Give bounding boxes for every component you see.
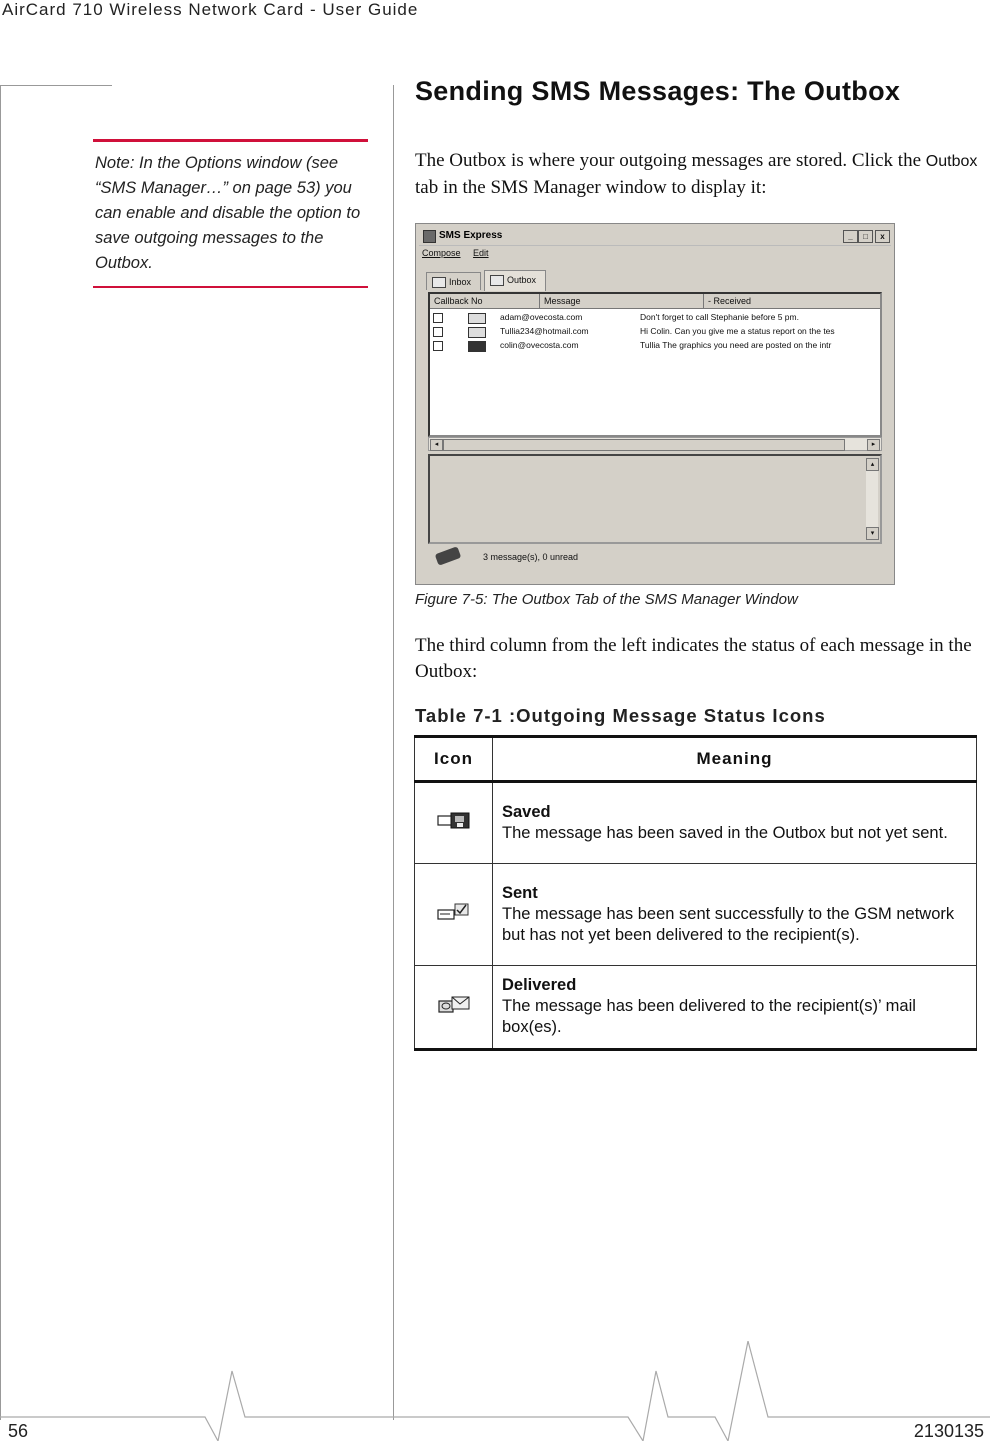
saved-status-icon xyxy=(468,341,486,352)
status-text: 3 message(s), 0 unread xyxy=(483,552,579,562)
column-divider xyxy=(393,85,394,1420)
list-header xyxy=(430,294,880,309)
figure-caption: Figure 7-5: The Outbox Tab of the SMS Manager Window xyxy=(415,591,798,608)
note-bottom-rule xyxy=(93,286,368,288)
scroll-left-arrow[interactable]: ◂ xyxy=(430,439,443,451)
status-name: Saved xyxy=(502,802,551,821)
note-text: Note: In the Options window (see “SMS Manager…” on page 53) you can enable and disable the option to save outgoing messages to the Outbox. xyxy=(95,154,361,272)
header-icon: Icon xyxy=(415,737,493,782)
section-title: Sending SMS Messages: The Outbox xyxy=(415,76,901,106)
icon-cell xyxy=(415,966,493,1050)
icon-cell xyxy=(415,782,493,864)
menu-bar xyxy=(422,248,499,258)
app-icon xyxy=(423,230,436,243)
intro-paragraph xyxy=(415,148,990,201)
row-checkbox[interactable] xyxy=(433,327,443,337)
phone-icon xyxy=(435,546,462,565)
row-address: adam@ovecosta.com xyxy=(500,312,583,322)
scroll-up-arrow[interactable]: ▴ xyxy=(866,458,879,471)
tab-inbox[interactable] xyxy=(426,272,481,290)
top-rule xyxy=(0,85,112,86)
table-header-row xyxy=(415,737,977,782)
row-checkbox[interactable] xyxy=(433,313,443,323)
column-received[interactable]: - Received xyxy=(708,296,752,306)
intro-text-1: The Outbox is where your outgoing messages are stored. Click the xyxy=(415,150,926,171)
left-margin-rule xyxy=(0,85,1,1420)
horizontal-scrollbar[interactable] xyxy=(428,437,882,451)
column-message[interactable]: Message xyxy=(540,294,704,308)
table-row xyxy=(415,864,977,966)
row-address: colin@ovecosta.com xyxy=(500,340,579,350)
status-name: Sent xyxy=(502,883,538,902)
row-address: Tullia234@hotmail.com xyxy=(500,326,589,336)
outbox-ui-word: Outbox xyxy=(925,153,978,170)
sent-status-icon xyxy=(468,327,486,338)
row-message: Don't forget to call Stephanie before 5 pm. xyxy=(640,312,799,322)
scroll-thumb[interactable] xyxy=(443,439,845,451)
meaning-cell xyxy=(493,864,977,966)
list-item[interactable] xyxy=(430,310,880,324)
row-message: Hi Colin. Can you give me a status report on the tes xyxy=(640,326,835,336)
table-row xyxy=(415,966,977,1050)
status-description: The message has been delivered to the recipient(s)’ mail box(es). xyxy=(502,997,916,1036)
status-description: The message has been saved in the Outbox but not yet sent. xyxy=(502,823,948,842)
tab-outbox[interactable] xyxy=(484,270,546,291)
maximize-button[interactable]: □ xyxy=(858,230,873,243)
status-bar xyxy=(428,542,882,578)
delivered-icon xyxy=(437,994,471,1014)
status-paragraph: The third column from the left indicates the status of each message in the Outbox: xyxy=(415,635,972,682)
row-message: Tullia The graphics you need are posted on the intr xyxy=(640,340,832,350)
footer-wave-line xyxy=(0,1341,990,1441)
icon-cell xyxy=(415,864,493,966)
close-button[interactable]: x xyxy=(875,230,890,243)
status-name: Delivered xyxy=(502,976,577,994)
window-title: SMS Express xyxy=(439,230,503,241)
table-title: Table 7-1 :Outgoing Message Status Icons xyxy=(415,705,826,726)
vertical-scrollbar[interactable] xyxy=(866,458,878,540)
message-list xyxy=(428,292,882,437)
meaning-cell xyxy=(493,782,977,864)
column-callback[interactable]: Callback No xyxy=(430,294,540,308)
list-item[interactable] xyxy=(430,324,880,338)
list-item[interactable] xyxy=(430,338,880,352)
saved-icon xyxy=(437,810,471,830)
row-checkbox[interactable] xyxy=(433,341,443,351)
page-number: 56 xyxy=(8,1421,29,1441)
meaning-cell xyxy=(493,966,977,1050)
scroll-right-arrow[interactable]: ▸ xyxy=(867,439,880,451)
window-titlebar xyxy=(419,227,891,246)
tab-inbox-label: Inbox xyxy=(449,277,472,287)
document-number: 2130135 xyxy=(913,1421,984,1441)
table-row xyxy=(415,782,977,864)
menu-compose[interactable]: Compose xyxy=(422,248,461,258)
inbox-icon xyxy=(432,277,446,288)
delivered-status-icon xyxy=(468,313,486,324)
intro-text-2: tab in the SMS Manager window to display it: xyxy=(415,177,767,198)
tab-outbox-label: Outbox xyxy=(507,275,537,285)
status-icon-table xyxy=(414,735,977,1051)
sent-icon xyxy=(437,902,471,922)
status-description: The message has been sent successfully to the GSM network but has not yet been delivered to the recipient(s). xyxy=(502,904,955,944)
note-top-rule xyxy=(93,139,368,142)
outbox-icon xyxy=(490,275,504,286)
menu-edit[interactable]: Edit xyxy=(473,248,489,258)
running-header: AirCard 710 Wireless Network Card - User Guide xyxy=(2,0,419,19)
sms-manager-screenshot xyxy=(415,223,895,585)
header-meaning: Meaning xyxy=(493,737,977,782)
scroll-down-arrow[interactable]: ▾ xyxy=(866,527,879,540)
minimize-button[interactable]: _ xyxy=(843,230,858,243)
message-preview-pane[interactable] xyxy=(428,454,882,544)
